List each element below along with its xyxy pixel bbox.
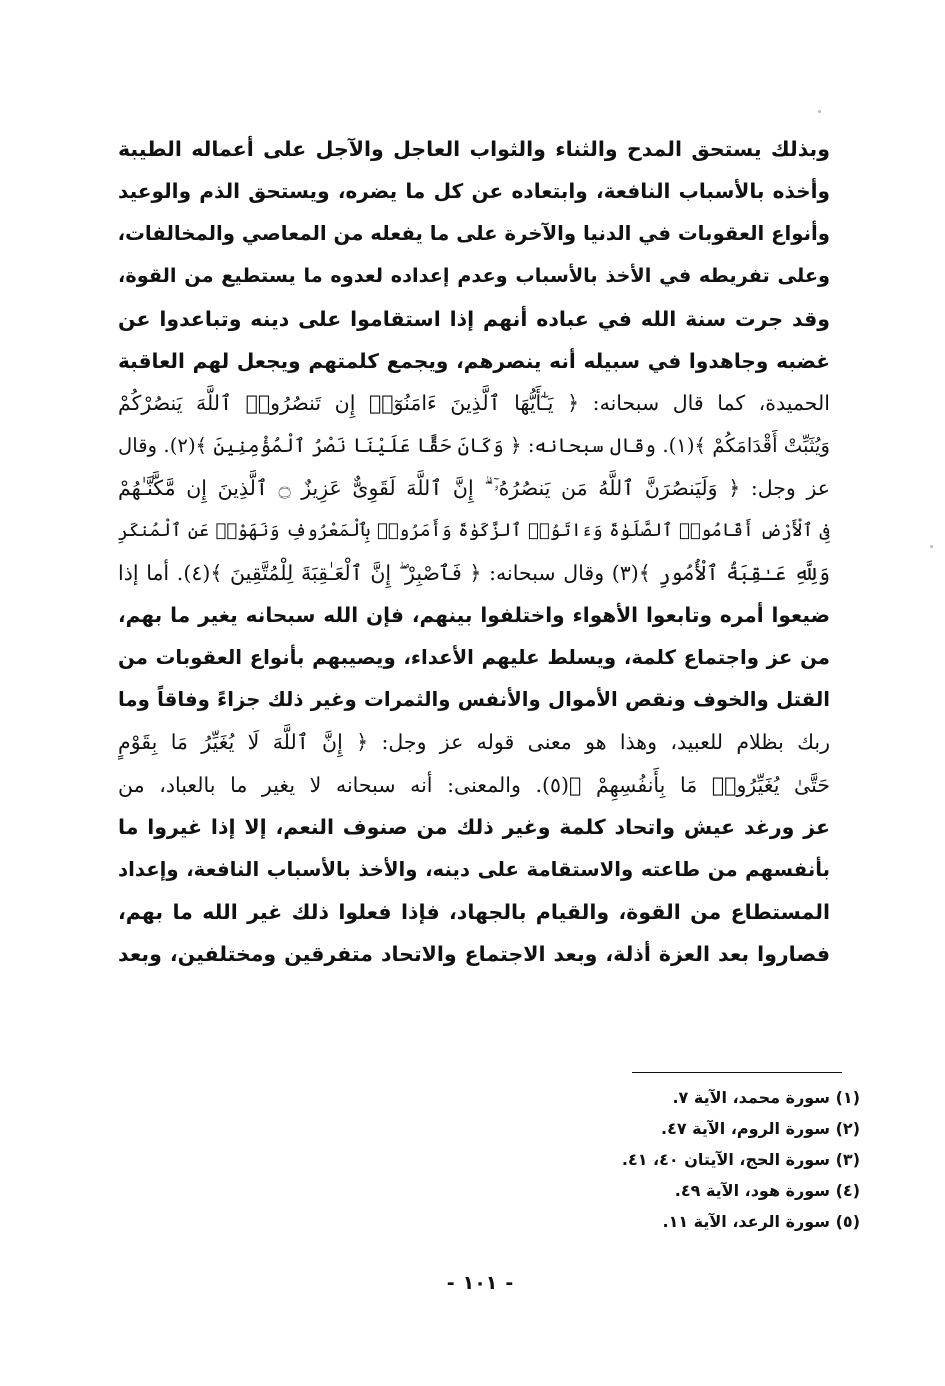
body-line: وقد جرت سنة الله في عباده أنهم إذا استقاموا على دينه وتباعدوا عن [118,306,830,331]
quran-verse-line: وَلِلَّهِ عَـٰقِبَةُ ٱلْأُمُورِ ﴾(٣) وقال سبحانه: ﴿ فَٱصْبِرْ ۖ إِنَّ ٱلْعَـٰقِبَةَ لِلْمُتَّقِينَ ﴾(٤). أما إذا [118,560,830,585]
body-line: عز ورغد عيش واتحاد كلمة وغير ذلك من صنوف النعم، إلا إذا غيروا ما [118,815,830,840]
body-line: من عز واجتماع كلمة، ويسلط عليهم الأعداء، ويصيبهم بأنواع العقوبات من [118,645,830,669]
quran-verse-line: ربك بظلام للعبيد، وهذا هو معنى قوله عز وجل: ﴿ إِنَّ ٱللَّهَ لَا يُغَيِّرُ مَا بِقَوْمٍ [118,730,830,755]
page-number [420,1272,540,1294]
page-number-dash: - [446,1272,455,1294]
body-line: بأنفسهم من طاعته والاستقامة على دينه، والأخذ بالأسباب النافعة، وإعداد [118,857,830,881]
footnote: (٤) سورة هود، الآية ٤٩. [674,1181,860,1200]
footnote-divider [632,1072,842,1073]
body-line: وعلى تفريطه في الأخذ بالأسباب وعدم إعداده لعدوه ما يستطيع من القوة، [118,264,830,288]
body-line: وأنواع العقوبات في الدنيا والآخرة على ما يفعله من المعاصي والمخالفات، [118,221,830,245]
quran-verse-line: الحميدة، كما قال سبحانه: ﴿ يَـٰٓأَيُّهَا ٱلَّذِينَ ءَامَنُوٓا۟ إِن تَنصُرُوا۟ ٱللَّهَ يَنصُرْكُمْ [118,391,830,416]
quran-verse-line: فِى ٱلْأَرْضِ أَقَامُوا۟ ٱلصَّلَوٰةَ وَءَاتَوُا۟ ٱلزَّكَوٰةَ وَأَمَرُوا۟ بِٱلْمَعْرُوفِ وَنَهَوْا۟ عَنِ ٱلْمُنكَرِ [118,519,830,541]
main-body-text [118,128,830,976]
body-line: غضبه وجاهدوا في سبيله أنه ينصرهم، ويجمع كلمتهم ويجعل لهم العاقبة [118,348,830,373]
quran-verse-line: حَتَّىٰ يُغَيِّرُوا۟ مَا بِأَنفُسِهِمْ ﴾(٥). والمعنى: أنه سبحانه لا يغير ما بالعباد، من [118,772,830,797]
scan-speck [930,545,933,548]
body-line: ضيعوا أمره وتابعوا الأهواء واختلفوا بينهم، فإن الله سبحانه يغير ما بهم، [118,603,830,628]
page-number-value: ١٠١ [462,1272,498,1294]
body-line: وأخذه بالأسباب النافعة، وابتعاده عن كل ما يضره، ويستحق الذم والوعيد [118,179,830,204]
body-line: فصاروا بعد العزة أذلة، وبعد الاجتماع والاتحاد متفرقين ومختلفين، وبعد [118,942,830,967]
scan-speck [818,110,821,113]
body-line: المستطاع من القوة، والقيام بالجهاد، فإذا فعلوا ذلك غير الله ما بهم، [118,900,830,925]
footnote: (١) سورة محمد، الآية ٧. [672,1088,860,1107]
page-number-dash: - [505,1272,514,1294]
footnotes [420,1082,860,1237]
body-line: القتل والخوف ونقص الأموال والأنفس والثمرات وغير ذلك جزاءً وفاقاً وما [118,688,830,712]
footnote: (٣) سورة الحج، الآيتان ٤٠، ٤١. [621,1150,860,1169]
quran-verse-line: عز وجل: ﴿ وَلَيَنصُرَنَّ ٱللَّهُ مَن يَنصُرُهُۥٓ ۗ إِنَّ ٱللَّهَ لَقَوِىٌّ عَزِيزٌ ۝ ٱلَّذِينَ إِن مَّكَّنَّـٰهُمْ [118,476,830,501]
quran-verse-line: وَيُثَبِّتْ أَقْدَامَكُمْ ﴾(١). وقال سبحانه: ﴿ وَكَانَ حَقًّا عَلَيْنَا نَصْرُ ٱلْمُؤْمِنِينَ ﴾(٢). وقال [118,433,830,457]
footnote: (٥) سورة الرعد، الآية ١١. [662,1212,860,1231]
footnote: (٢) سورة الروم، الآية ٤٧. [660,1119,860,1138]
body-line: وبذلك يستحق المدح والثناء والثواب العاجل والآجل على أعماله الطيبة [118,137,830,161]
